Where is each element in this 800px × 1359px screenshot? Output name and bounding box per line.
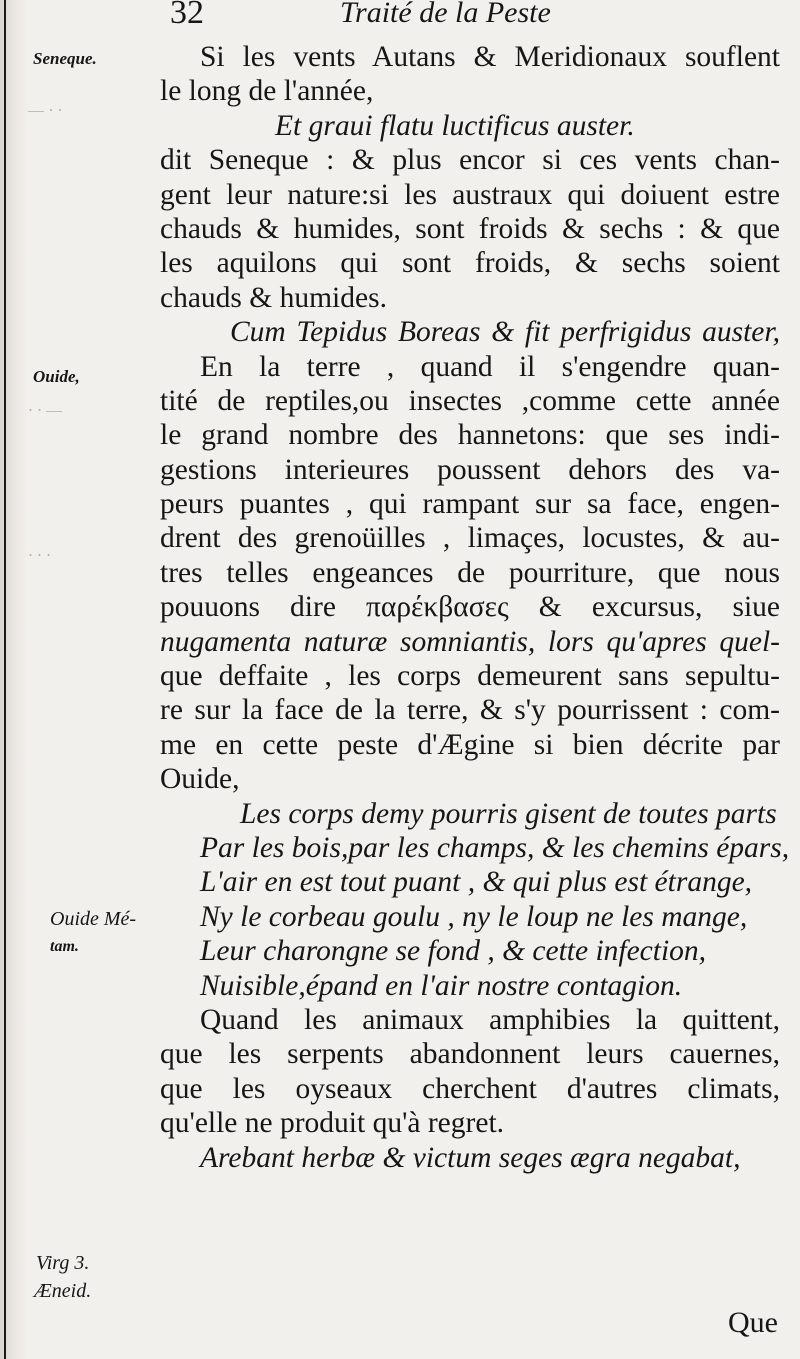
verse-line: Arebant herbæ & victum seges ægra negabat, xyxy=(200,1141,741,1174)
text-line: que les oyseaux cherchent d'autres climats, xyxy=(160,1072,780,1105)
text-line: les aquilons qui sont froids, & sechs soient xyxy=(160,247,780,280)
verse-line: Nuisible,épand en l'air nostre contagion. xyxy=(200,969,683,1002)
text-line: drent des grenoüilles , limaçes, locustes, & au- xyxy=(160,522,780,555)
text-line: le grand nombre des hannetons: que ses indi- xyxy=(160,419,780,452)
text-line: nugamenta naturæ somniantis, lors qu'apres quel- xyxy=(160,625,780,658)
verse-line: Leur charongne se fond , & cette infection, xyxy=(200,935,707,968)
text-line: re sur la face de la terre, & s'y pourrissent : com- xyxy=(160,694,780,727)
margin-note: Ouide Mé- xyxy=(50,908,137,930)
page-edge xyxy=(4,0,6,1359)
text-line: me en cette peste d'Ægine si bien décrite par xyxy=(160,728,780,761)
show-through-mark: · · · xyxy=(28,545,51,565)
text-line: tres telles engeances de pourriture, que nous xyxy=(160,556,780,589)
catchword: Que xyxy=(728,1306,778,1339)
text-line: chauds & humides, sont froids & sechs : & que xyxy=(160,212,780,245)
verse-line: L'air en est tout puant , & qui plus est étrange, xyxy=(200,866,753,899)
verse-line: Cum Tepidus Boreas & fit perfrigidus auster, xyxy=(230,316,780,349)
margin-note: Seneque. xyxy=(33,49,97,68)
running-head: Traité de la Peste xyxy=(340,0,551,29)
text-line: le long de l'année, xyxy=(160,75,374,108)
body-text xyxy=(160,40,790,1175)
show-through-mark: · · — xyxy=(28,400,63,420)
text-line: Si les vents Autans & Meridionaux souflent xyxy=(200,41,780,73)
text-line: En la terre , quand il s'engendre quan- xyxy=(200,350,780,383)
text-line: gestions interieures poussent dehors des va- xyxy=(160,453,780,486)
verse-line: Ny le corbeau goulu , ny le loup ne les mange, xyxy=(200,900,748,933)
verse-line: Les corps demy pourris gisent de toutes parts xyxy=(240,797,777,830)
text-line: que deffaite , les corps demeurent sans sepultu- xyxy=(160,660,780,693)
margin-note: tam. xyxy=(50,938,79,955)
text-line: qu'elle ne produit qu'à regret. xyxy=(160,1107,505,1140)
verse-line: Par les bois,par les champs, & les chemins épars, xyxy=(200,831,790,864)
verse-line: Et graui flatu luctificus auster. xyxy=(275,109,635,142)
margin-note: Virg 3. xyxy=(36,1252,90,1274)
text-line: chauds & humides. xyxy=(160,281,387,314)
margin-note: Æneid. xyxy=(34,1280,92,1302)
page-header xyxy=(0,0,800,36)
text-line: dit Seneque : & plus encor si ces vents chan- xyxy=(160,144,780,177)
text-line: gent leur nature:si les austraux qui doiuent estre xyxy=(160,178,780,211)
page-number: 32 xyxy=(170,0,204,31)
text-line: tité de reptiles,ou insectes ,comme cette année xyxy=(160,384,780,417)
margin-note: Ouide, xyxy=(33,367,80,386)
text-line: peurs puantes , qui rampant sur sa face, engen- xyxy=(160,488,780,521)
text-line: Quand les animaux amphibies la quittent, xyxy=(200,1003,780,1036)
text-line: que les serpents abandonnent leurs cauernes, xyxy=(160,1038,780,1071)
text-line: Ouide, xyxy=(160,763,240,796)
text-line: pouuons dire παρέκβασες & excursus, siue xyxy=(160,591,780,624)
show-through-mark: — · · xyxy=(28,100,63,120)
